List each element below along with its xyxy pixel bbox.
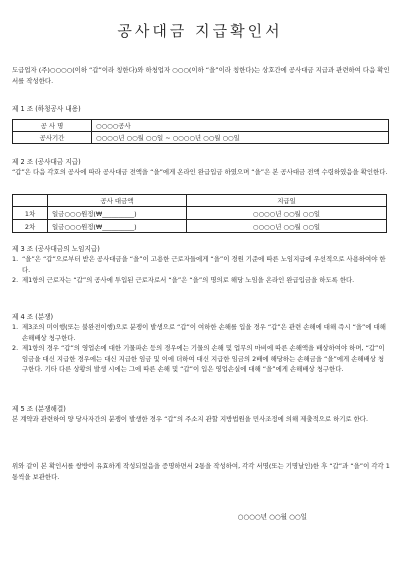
item-text: 제3조의 미이행(또는 불완전이행)으로 분쟁이 발생으로 “갑”이 여하한 손해를 입을 경우 “갑”은 관련 손해에 대해 즉시 “을”에 대해 손해배상 청구한다. bbox=[22, 323, 386, 342]
list-item bbox=[12, 254, 388, 275]
amount-cell: 일금○○○원정(₩__________) bbox=[48, 220, 187, 233]
item-text: 제1항의 근로자는 “갑”의 공사에 투입된 근로자로서 “을”은 “을”의 명의로 해당 노임을 온라인 완급입금을 하도록 한다. bbox=[22, 276, 355, 284]
article-4-list bbox=[12, 322, 388, 375]
article-2-heading: 제 2 조 (공사대금 지급) bbox=[12, 158, 81, 166]
document-title: 공사대금 지급확인서 bbox=[117, 22, 283, 40]
date-cell: ○○○○년 ○○월 ○○일 bbox=[187, 207, 387, 220]
article-3-heading: 제 3 조 (공사대금의 노임지급) bbox=[12, 245, 100, 253]
date-header: 지급일 bbox=[187, 195, 387, 207]
article-5-body: 본 계약과 관련하여 양 당사자간의 분쟁이 발생한 경우 “갑”의 주소지 관할 지방법원을 민사조정에 의해 제출적으로 하기로 한다. bbox=[12, 415, 368, 423]
intro-paragraph: 도급업자 (주)○○○○(이하 “갑”이라 칭한다)와 하청업자 ○○○(이하 “을”이라 칭한다)는 상호간에 공사대금 지급과 관련하여 다음 확인서를 작성한다. bbox=[12, 66, 390, 85]
project-name-value: ○○○○공사 bbox=[92, 120, 389, 132]
table-row bbox=[13, 120, 389, 132]
item-number: 2. bbox=[12, 276, 19, 284]
period-value: ○○○○년 ○○월 ○○일 ~ ○○○○년 ○○월 ○○일 bbox=[92, 132, 389, 144]
item-text: “을”은 “갑”으로부터 받은 공사대금을 “을”이 고용한 근로자들에게 “을”이 경원 기준에 따른 노임지급에 우선적으로 사용하여야 한다. bbox=[22, 255, 386, 274]
list-item bbox=[12, 322, 388, 343]
item-number: 1. bbox=[12, 323, 19, 331]
item-number: 2. bbox=[12, 344, 19, 352]
article-4-heading: 제 4 조 (분쟁) bbox=[12, 313, 54, 321]
table-row bbox=[13, 195, 387, 207]
list-item bbox=[12, 275, 388, 286]
payment-table bbox=[12, 194, 387, 233]
row-number: 1차 bbox=[13, 207, 48, 220]
date-cell: ○○○○년 ○○월 ○○일 bbox=[187, 220, 387, 233]
article-2-body: “갑”은 다음 각호의 공사에 따라 공사대금 전액을 “을”에게 온라인 완급입금 하였으며 “을”은 본 공사대금 전액 수령하였음을 확인한다. bbox=[12, 168, 388, 176]
table-corner-cell bbox=[13, 195, 48, 207]
item-number: 1. bbox=[12, 255, 19, 263]
table-row bbox=[13, 207, 387, 220]
closing-paragraph: 위와 같이 본 확인서를 쌍방이 유효하게 작성되었음을 증명하면서 2통을 작성하여, 각각 서명(또는 기명날인)한 후 “갑”과 “을”이 각각 1통씩을 보관한다. bbox=[12, 462, 390, 481]
signing-date: ○○○○년 ○○월 ○○일 bbox=[237, 513, 307, 521]
construction-info-table bbox=[12, 119, 389, 144]
article-1-heading: 제 1 조 (하청공사 내용) bbox=[12, 105, 81, 113]
amount-cell: 일금○○○원정(₩__________) bbox=[48, 207, 187, 220]
article-3-list bbox=[12, 254, 388, 286]
table-row bbox=[13, 220, 387, 233]
list-item bbox=[12, 343, 388, 375]
period-label: 공사기간 bbox=[13, 132, 92, 144]
article-5-heading: 제 5 조 (분쟁해결) bbox=[12, 405, 66, 413]
item-text: 제1항의 경우 “갑”의 영업손에 대한 기물파손 등의 경우에는 기물의 손해 및 업무의 마비에 따른 손해액을 배상하여야 하며, “갑”이 임금을 대신 지급한 경우에는 대신 지급한 임금 및 이에 더하여 대신 지급한 임금의 2배에 해당하는 손해금을 “을”에게 손해배상 청구한다. 기타 다른 상황의 발생 시에는 그에 따른 손해 및 “갑”이 입은 영업손실에 대해 “을”에게 손해배상 청구한다. bbox=[22, 344, 385, 373]
table-row bbox=[13, 132, 389, 144]
amount-header: 공사 대금액 bbox=[48, 195, 187, 207]
row-number: 2차 bbox=[13, 220, 48, 233]
project-name-label: 공 사 명 bbox=[13, 120, 92, 132]
